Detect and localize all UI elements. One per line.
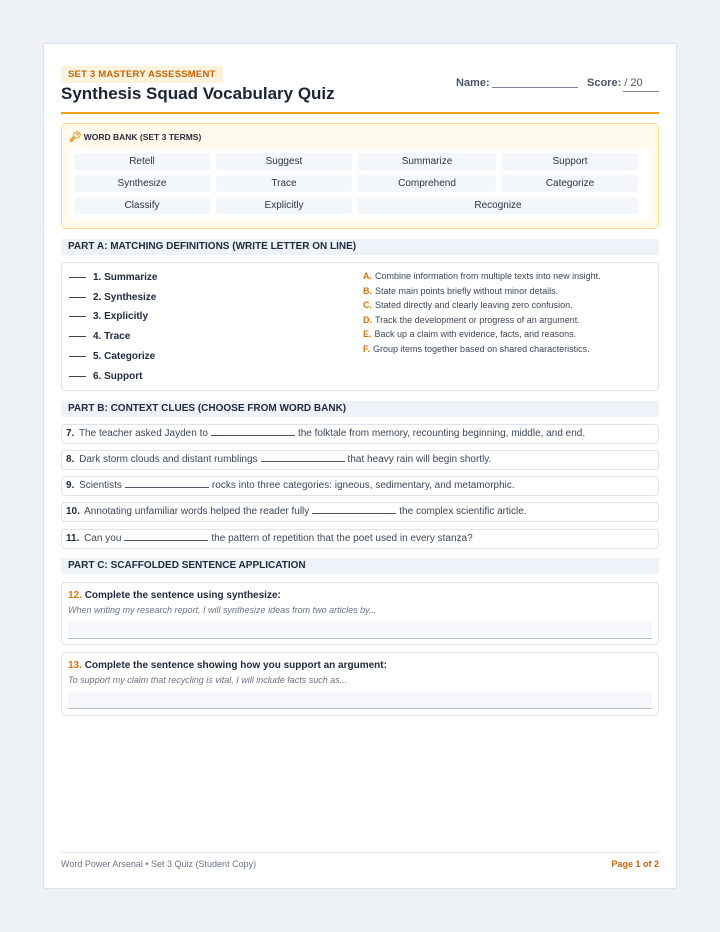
- answer-write-area[interactable]: [68, 621, 652, 639]
- word-bank-term: Recognize: [358, 197, 638, 214]
- part-a-matching-box: [61, 262, 659, 391]
- match-term-row[interactable]: 3. Explicitly: [69, 311, 148, 322]
- name-label: Name:: [456, 77, 490, 89]
- cloze-question: 8. Dark storm clouds and distant rumblings that heavy rain will begin shortly.: [61, 450, 659, 470]
- answer-blank[interactable]: [69, 376, 86, 377]
- answer-blank[interactable]: [69, 356, 86, 357]
- answer-blank[interactable]: [124, 530, 208, 541]
- assessment-badge: SET 3 MASTERY ASSESSMENT: [61, 66, 223, 83]
- word-bank-term: Synthesize: [74, 175, 210, 192]
- answer-blank[interactable]: [69, 297, 86, 298]
- word-bank-term: Support: [502, 153, 638, 170]
- cloze-question: 10. Annotating unfamiliar words helped the reader fully the complex scientific article.: [61, 502, 659, 522]
- cloze-question: 11. Can you the pattern of repetition that the poet used in every stanza?: [61, 529, 659, 549]
- part-c-heading: PART C: SCAFFOLDED SENTENCE APPLICATION: [61, 558, 659, 574]
- footer-divider: [61, 852, 659, 853]
- application-prompt: 12. Complete the sentence using synthesize:: [68, 590, 281, 601]
- word-bank-term: Retell: [74, 153, 210, 170]
- word-bank-term: Categorize: [502, 175, 638, 192]
- answer-blank[interactable]: [69, 316, 86, 317]
- definition-row: A. Combine information from multiple texts into new insight.: [363, 271, 601, 281]
- application-question: [61, 652, 659, 716]
- title-divider: [61, 112, 659, 114]
- match-term-row[interactable]: 1. Summarize: [69, 272, 157, 283]
- name-field[interactable]: [492, 87, 578, 88]
- word-bank-term: Trace: [216, 175, 352, 192]
- word-bank-grid: [70, 149, 650, 220]
- part-a-heading: PART A: MATCHING DEFINITIONS (WRITE LETTER ON LINE): [61, 239, 659, 255]
- match-term-row[interactable]: 5. Categorize: [69, 351, 155, 362]
- match-term-row[interactable]: 4. Trace: [69, 331, 130, 342]
- word-bank-title: 🔑︎ WORD BANK (SET 3 TERMS): [69, 132, 202, 143]
- sentence-starter: To support my claim that recycling is vital, I will include facts such as...: [68, 675, 348, 685]
- answer-blank[interactable]: [261, 451, 345, 462]
- definition-row: B. State main points briefly without minor details.: [363, 286, 559, 296]
- answer-blank[interactable]: [125, 477, 209, 488]
- word-bank-term: Explicitly: [216, 197, 352, 214]
- word-bank: [61, 123, 659, 229]
- page-number: Page 1 of 2: [611, 859, 659, 869]
- score-field[interactable]: [623, 91, 659, 92]
- word-bank-term: Suggest: [216, 153, 352, 170]
- application-question: [61, 582, 659, 645]
- match-term-row[interactable]: 2. Synthesize: [69, 292, 156, 303]
- cloze-question: 7. The teacher asked Jayden to the folktale from memory, recounting beginning, middle, and end.: [61, 424, 659, 444]
- application-prompt: 13. Complete the sentence showing how you support an argument:: [68, 660, 387, 671]
- answer-blank[interactable]: [69, 277, 86, 278]
- quiz-page: [43, 43, 677, 889]
- definition-row: E. Back up a claim with evidence, facts, and reasons.: [363, 329, 577, 339]
- answer-blank[interactable]: [69, 336, 86, 337]
- footer-label: Word Power Arsenal • Set 3 Quiz (Student Copy): [61, 859, 257, 869]
- definition-row: D. Track the development or progress of an argument.: [363, 315, 580, 325]
- word-bank-term: Classify: [74, 197, 210, 214]
- quiz-title: Synthesis Squad Vocabulary Quiz: [61, 84, 335, 103]
- answer-blank[interactable]: [211, 425, 295, 436]
- sentence-starter: When writing my research report, I will synthesize ideas from two articles by...: [68, 605, 377, 615]
- score-label: Score: / 20: [587, 77, 643, 89]
- definition-row: F. Group items together based on shared characteristics.: [363, 344, 590, 354]
- key-icon: 🔑︎: [69, 132, 82, 143]
- cloze-question: 9. Scientists rocks into three categories: igneous, sedimentary, and metamorphic.: [61, 476, 659, 496]
- part-b-heading: PART B: CONTEXT CLUES (CHOOSE FROM WORD BANK): [61, 401, 659, 417]
- definition-row: C. Stated directly and clearly leaving zero confusion.: [363, 300, 573, 310]
- word-bank-term: Comprehend: [358, 175, 496, 192]
- match-term-row[interactable]: 6. Support: [69, 371, 142, 382]
- score-total: / 20: [624, 77, 643, 89]
- answer-write-area[interactable]: [68, 691, 652, 709]
- answer-blank[interactable]: [312, 503, 396, 514]
- word-bank-term: Summarize: [358, 153, 496, 170]
